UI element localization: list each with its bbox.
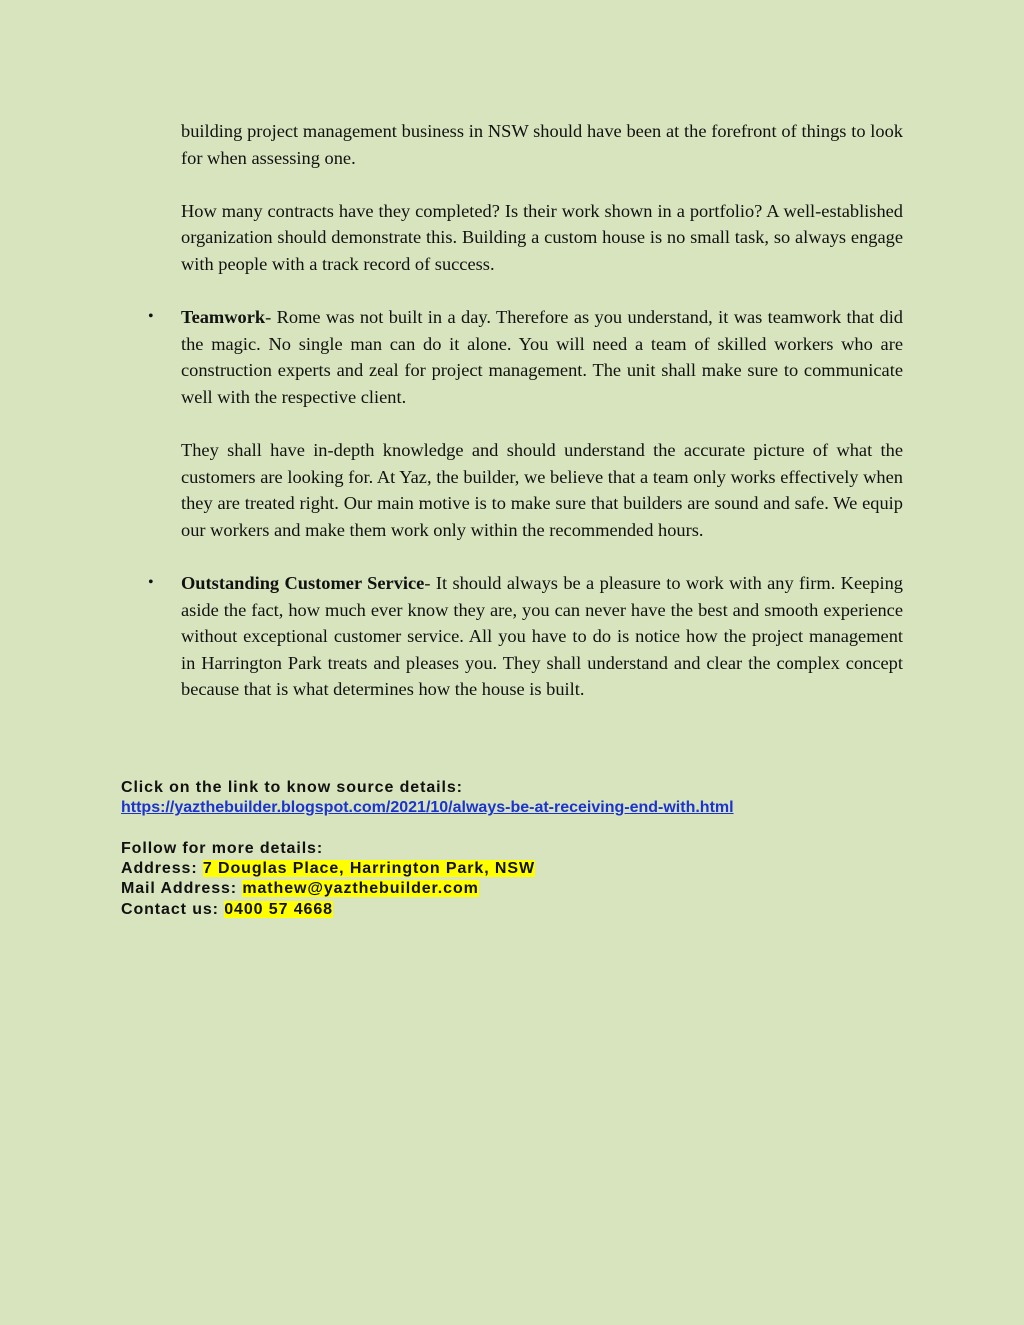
address-line [121, 859, 921, 879]
contact-label: Contact us: [121, 900, 225, 918]
bullet-icon: • [148, 308, 154, 326]
mail-value: mathew@yazthebuilder.com [242, 880, 479, 898]
paragraph-gap [181, 544, 903, 571]
source-link[interactable]: https://yazthebuilder.blogspot.com/2021/10/always-be-at-receiving-end-with.html [121, 799, 734, 817]
follow-label: Follow for more details: [121, 839, 324, 857]
bullet-text: - Rome was not built in a day. Therefore as you understand, it was teamwork that did the magic. No single man can do it alone. You will need a team of skilled workers who are construction experts and zeal for project management. The unit shall make sure to communicate well with the respective client. [181, 307, 903, 407]
bullet-term: Outstanding Customer Service [181, 573, 425, 594]
contact-line [121, 900, 921, 920]
bullet-followup-paragraph: They shall have in-depth knowledge and should understand the accurate picture of what the customers are looking for. At Yaz, the builder, we believe that a team only works effectively when they are treated right. Our main motive is to make sure that builders are sound and safe. We equip our workers and make them work only within the recommended hours. [181, 440, 903, 540]
intro-paragraph-2: How many contracts have they completed? Is their work shown in a portfolio? A well-established organization should demonstrate this. Building a custom house is no small task, so always engage with people with a track record of success. [181, 200, 903, 274]
bullet-item-teamwork [148, 304, 903, 543]
bullet-paragraph [181, 304, 903, 410]
contact-footer [121, 778, 921, 920]
bullet-item-customer-service [148, 570, 903, 703]
bullet-paragraph [181, 570, 903, 703]
address-label: Address: [121, 860, 203, 878]
bullet-term: Teamwork [181, 307, 266, 328]
paragraph-gap [181, 171, 903, 198]
bullet-icon: • [148, 574, 154, 592]
address-value: 7 Douglas Place, Harrington Park, NSW [202, 860, 535, 878]
intro-paragraph-1: building project management business in NSW should have been at the forefront of things to look for when assessing one. [181, 121, 903, 168]
paragraph-gap [181, 278, 903, 305]
source-label: Click on the link to know source details: [121, 779, 463, 796]
mail-label: Mail Address: [121, 880, 243, 898]
contact-value: 0400 57 4668 [224, 900, 333, 918]
footer-spacer [121, 819, 921, 839]
paragraph-gap [181, 411, 903, 438]
bullet-text: - It should always be a pleasure to work with any firm. Keeping aside the fact, how much ever know they are, you can never have the best and smooth experience without exceptional customer service. All you have to do is notice how the project management in Harrington Park treats and pleases you. They shall understand and clear the complex concept because that is what determines how the house is built. [181, 573, 903, 700]
mail-line [121, 879, 921, 899]
article-body [148, 118, 903, 703]
